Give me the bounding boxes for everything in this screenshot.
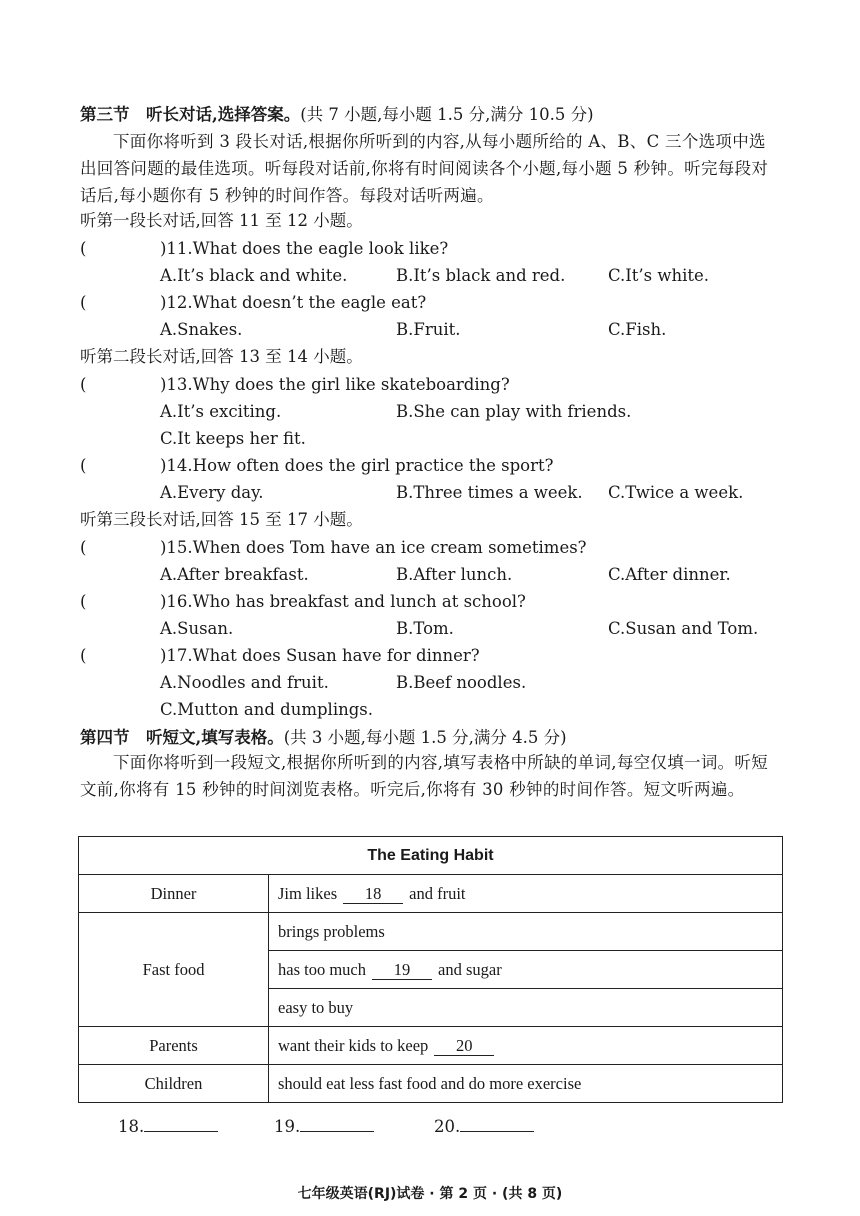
option-c: C.Fish. [608, 320, 667, 339]
section3-heading [80, 104, 594, 126]
question-12 [80, 292, 426, 314]
question-text: )17.What does Susan have for dinner? [160, 646, 480, 665]
answer-blank[interactable] [460, 1117, 534, 1132]
blank-18[interactable]: 18 [343, 885, 403, 904]
question-text: )16.Who has breakfast and lunch at school? [160, 592, 526, 611]
dialogue1-intro: 听第一段长对话,回答 11 至 12 小题。 [80, 211, 363, 230]
answer-blank[interactable] [300, 1117, 374, 1132]
answer-number: 18. [118, 1117, 145, 1136]
table-row [79, 875, 783, 913]
eating-habit-table [78, 836, 783, 1103]
question-text: )13.Why does the girl like skateboarding? [160, 375, 510, 394]
answer-paren: ( [80, 538, 87, 557]
fast-food-row2 [269, 951, 783, 989]
fast-food-label: Fast food [79, 913, 269, 1027]
question-text: )12.What doesn’t the eagle eat? [160, 293, 427, 312]
dinner-label: Dinner [79, 875, 269, 913]
option-a: A.Susan. [160, 619, 234, 638]
table-row [79, 837, 783, 875]
section3-title: 第三节 听长对话,选择答案。 [80, 105, 301, 124]
answer-line-20[interactable] [434, 1116, 534, 1138]
option-c: C.It keeps her fit. [160, 429, 306, 448]
parents-label: Parents [79, 1027, 269, 1065]
option-b: B.Fruit. [396, 320, 461, 339]
table-title: The Eating Habit [79, 837, 783, 875]
section4-heading [80, 727, 567, 749]
children-cell: should eat less fast food and do more exercise [269, 1065, 783, 1103]
section4-instructions: 下面你将听到一段短文,根据你所听到的内容,填写表格中所缺的单词,每空仅填一词。听短文前,你将有 15 秒钟的时间浏览表格。听完后,你将有 30 秒钟的时间作答。短文听两遍。 [80, 753, 769, 799]
option-b: B.It’s black and red. [396, 266, 566, 285]
section3-note: (共 7 小题,每小题 1.5 分,满分 10.5 分) [300, 105, 594, 124]
option-c: C.Susan and Tom. [608, 619, 759, 638]
table-row [79, 1065, 783, 1103]
answer-paren: ( [80, 646, 87, 665]
dialogue3-intro: 听第三段长对话,回答 15 至 17 小题。 [80, 510, 363, 529]
question-text: )14.How often does the girl practice the sport? [160, 456, 554, 475]
option-c: C.After dinner. [608, 565, 731, 584]
option-a: A.Noodles and fruit. [160, 673, 329, 692]
dialogue2-intro: 听第二段长对话,回答 13 至 14 小题。 [80, 347, 363, 366]
table-row [79, 1027, 783, 1065]
answer-paren: ( [80, 592, 87, 611]
option-b: B.She can play with friends. [396, 402, 632, 421]
question-11 [80, 238, 448, 260]
page-footer: 七年级英语(RJ)试卷 · 第 2 页 · (共 8 页) [297, 1186, 563, 1202]
option-a: A.Every day. [160, 483, 264, 502]
dinner-pre: Jim likes [278, 883, 338, 903]
answer-paren: ( [80, 239, 87, 258]
option-c: C.Mutton and dumplings. [160, 700, 373, 719]
option-b: B.Tom. [396, 619, 454, 638]
option-a: A.After breakfast. [160, 565, 309, 584]
children-label: Children [79, 1065, 269, 1103]
question-text: )11.What does the eagle look like? [160, 239, 449, 258]
fast-food-row3: easy to buy [269, 989, 783, 1027]
option-b: B.Three times a week. [396, 483, 583, 502]
option-a: A.It’s exciting. [160, 402, 282, 421]
option-c: C.Twice a week. [608, 483, 744, 502]
fast-row2-post: and sugar [438, 959, 502, 979]
section4-note: (共 3 小题,每小题 1.5 分,满分 4.5 分) [283, 728, 567, 747]
question-15 [80, 537, 587, 559]
answer-line-19[interactable] [274, 1116, 374, 1138]
blank-20[interactable]: 20 [434, 1037, 494, 1056]
dinner-post: and fruit [409, 883, 466, 903]
question-13 [80, 374, 510, 396]
option-a: A.Snakes. [160, 320, 243, 339]
table-row [79, 913, 783, 951]
option-c: C.It’s white. [608, 266, 710, 285]
option-b: B.After lunch. [396, 565, 513, 584]
section4-title: 第四节 听短文,填写表格。 [80, 728, 284, 747]
answer-paren: ( [80, 375, 87, 394]
fast-row2-pre: has too much [278, 959, 366, 979]
fast-food-row1: brings problems [269, 913, 783, 951]
dinner-cell [269, 875, 783, 913]
question-17 [80, 645, 480, 667]
parents-cell [269, 1027, 783, 1065]
answer-line-18[interactable] [118, 1116, 218, 1138]
blank-19[interactable]: 19 [372, 961, 432, 980]
answer-paren: ( [80, 456, 87, 475]
question-16 [80, 591, 526, 613]
parents-pre: want their kids to keep [278, 1035, 429, 1055]
option-a: A.It’s black and white. [160, 266, 348, 285]
answer-number: 19. [274, 1117, 301, 1136]
question-text: )15.When does Tom have an ice cream sometimes? [160, 538, 587, 557]
answer-number: 20. [434, 1117, 461, 1136]
answer-paren: ( [80, 293, 87, 312]
answer-blank[interactable] [144, 1117, 218, 1132]
question-14 [80, 455, 553, 477]
option-b: B.Beef noodles. [396, 673, 527, 692]
section3-instructions: 下面你将听到 3 段长对话,根据你所听到的内容,从每小题所给的 A、B、C 三个选项中选出回答问题的最佳选项。听每段对话前,你将有时间阅读各个小题,每小题 5 秒钟。听完每段对话后,每小题你有 5 秒钟的时间作答。每段对话听两遍。 [80, 132, 769, 205]
